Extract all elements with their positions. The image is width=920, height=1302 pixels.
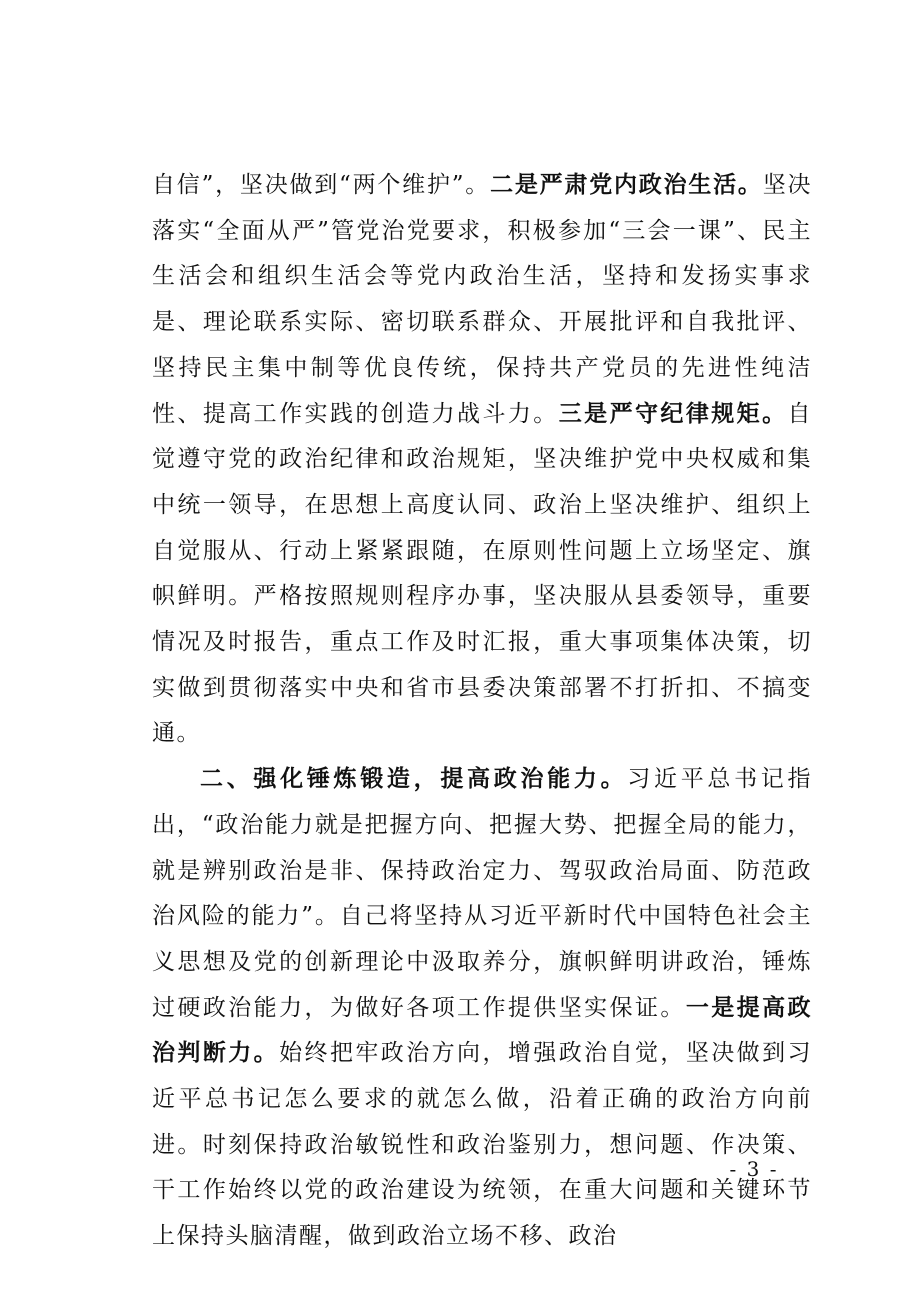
paragraph-1-text: 自信”，坚决做到“两个维护”。 xyxy=(152,172,491,198)
paragraph-2-text: 习近平总书记指出，“政治能力就是把握方向、把握大势、把握全局的能力，就是辨别政治是非、保持政治定力、驾驭政治局面、防范政治风险的能力”。自己将坚持从习近平新时代中国特色社会主义思想及党的创新理论中汲取养分，旗帜鲜明讲政治，锤炼过硬政治能力，为做好各项工作提供坚实保证。 xyxy=(152,766,813,1021)
heading-political-judgment: 一是提高政治判断力。 xyxy=(152,994,813,1067)
page-number: - 3 - xyxy=(729,1157,779,1181)
paragraph-1 xyxy=(152,163,812,757)
paragraph-2 xyxy=(152,757,812,1260)
paragraph-2-text: 始终把牢政治方向，增强政治自觉，坚决做到习近平总书记怎么要求的就怎么做，沿着正确的政治方向前进。时刻保持政治敏锐性和政治鉴别力，想问题、作决策、干工作始终以党的政治建设为统领，在重大问题和关键环节上保持头脑清醒，做到政治立场不移、政治 xyxy=(152,1040,813,1250)
paragraph-1-text: 自觉遵守党的政治纪律和政治规矩，坚决维护党中央权威和集中统一领导，在思想上高度认同、政治上坚决维护、组织上自觉服从、行动上紧紧跟随，在原则性问题上立场坚定、旗帜鲜明。严格按照规则程序办事，坚决服从县委领导，重要情况及时报告，重点工作及时汇报，重大事项集体决策，切实做到贯彻落实中央和省市县委决策部署不打折扣、不搞变通。 xyxy=(152,400,813,747)
heading-strict-discipline: 三是严守纪律规矩。 xyxy=(558,400,788,427)
paragraph-1-text: 坚决落实“全面从严”管党治党要求，积极参加“三会一课”、民主生活会和组织生活会等党内政治生活，坚持和发扬实事求是、理论联系实际、密切联系群众、开展批评和自我批评、坚持民主集中制等优良传统，保持共产党员的先进性纯洁性、提高工作实践的创造力战斗力。 xyxy=(152,172,813,427)
document-body xyxy=(152,163,812,1260)
heading-strict-party-life: 二是严肃党内政治生活。 xyxy=(490,172,763,198)
section-heading-political-ability: 二、强化锤炼锻造，提高政治能力。 xyxy=(200,766,628,793)
